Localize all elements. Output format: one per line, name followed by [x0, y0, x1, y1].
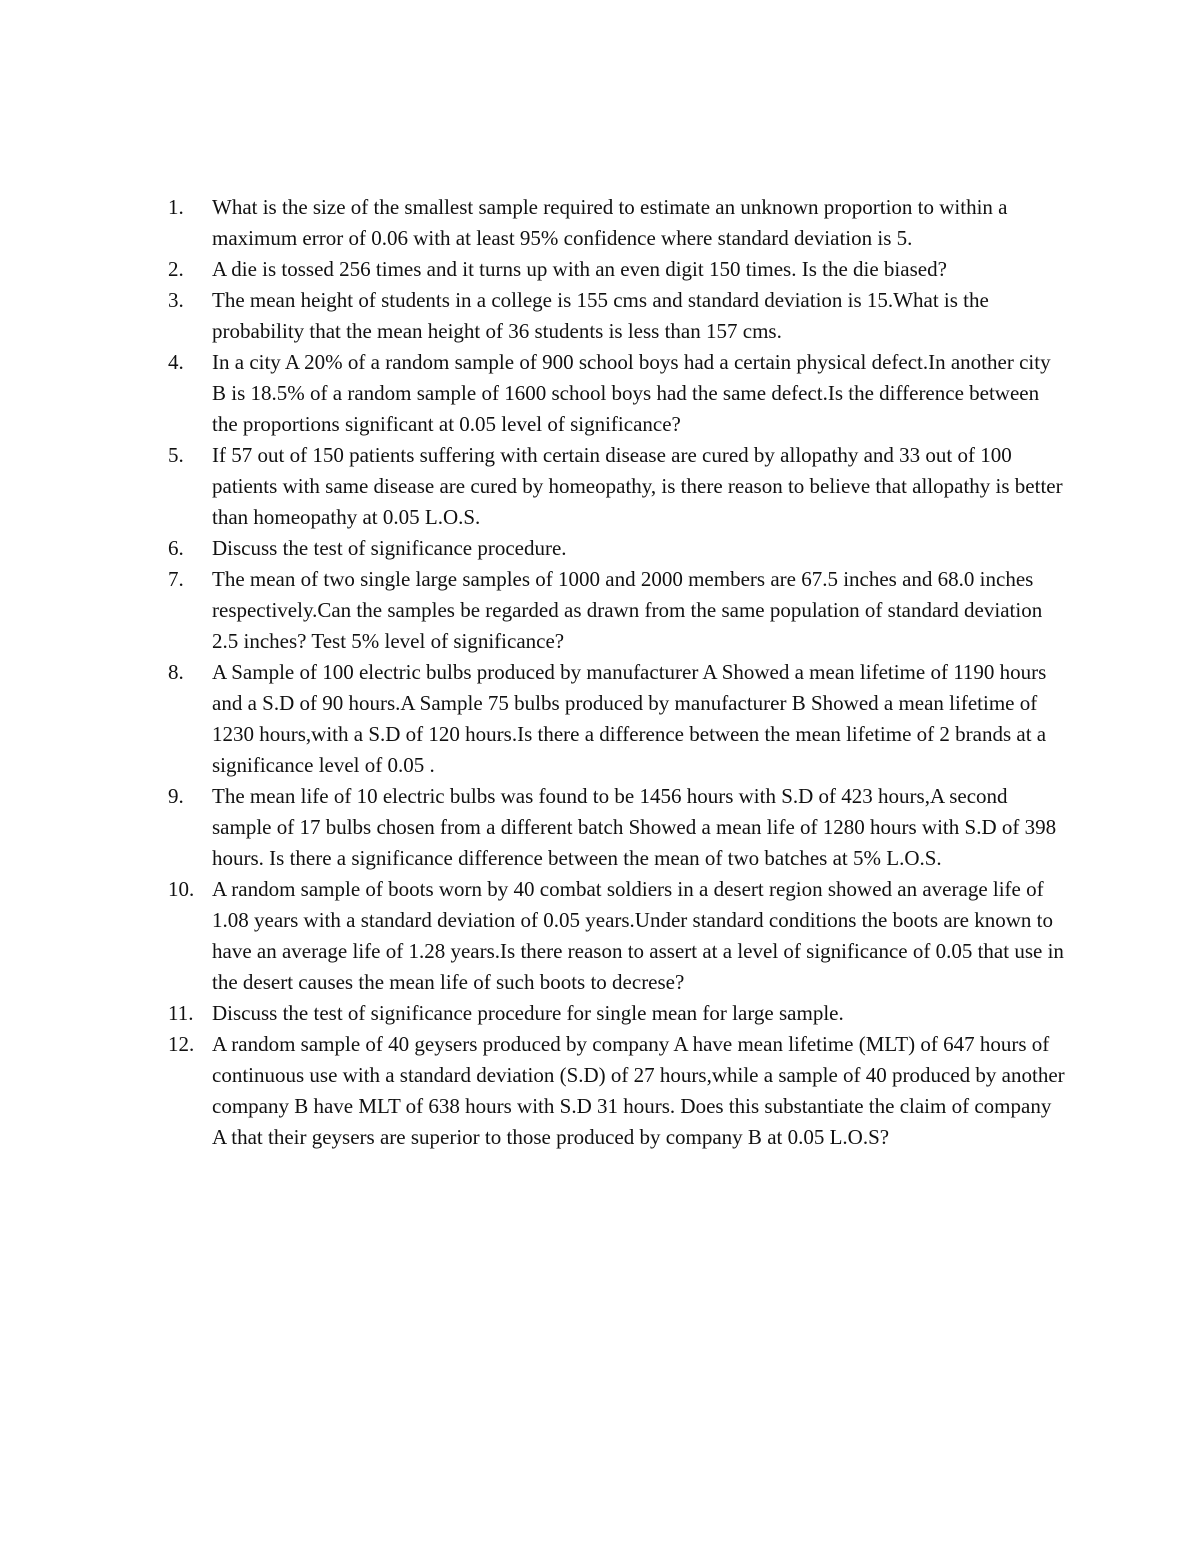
question-number: 1. [168, 195, 184, 219]
question-text: The mean height of students in a college is 155 cms and standard deviation is 15.What is the probability that the mean height of 36 students is less than 157 cms. [212, 288, 989, 343]
question-text: The mean life of 10 electric bulbs was found to be 1456 hours with S.D of 423 hours,A second sample of 17 bulbs chosen from a different batch Showed a mean life of 1280 hours with S.D of 398 hours. Is there a significance difference between the mean of two batches at 5% L.O.S. [212, 784, 1057, 870]
question-item-8 [168, 657, 1068, 781]
question-item-1 [168, 192, 1068, 254]
question-number: 2. [168, 257, 184, 281]
question-item-4 [168, 347, 1068, 440]
question-number: 11. [168, 1001, 194, 1025]
question-number: 8. [168, 660, 184, 684]
question-item-7 [168, 564, 1068, 657]
question-text: A Sample of 100 electric bulbs produced by manufacturer A Showed a mean lifetime of 1190 hours and a S.D of 90 hours.A Sample 75 bulbs produced by manufacturer B Showed a mean lifetime of 1230 hours,with a S.D of 120 hours.Is there a difference between the mean lifetime of 2 brands at a significance level of 0.05 . [212, 660, 1047, 777]
question-text: Discuss the test of significance procedure. [212, 536, 567, 560]
question-item-2 [168, 254, 1068, 285]
question-item-12 [168, 1029, 1068, 1153]
question-item-9 [168, 781, 1068, 874]
question-item-6 [168, 533, 1068, 564]
question-text: In a city A 20% of a random sample of 900 school boys had a certain physical defect.In another city B is 18.5% of a random sample of 1600 school boys had the same defect.Is the difference between the proportions significant at 0.05 level of significance? [212, 350, 1051, 436]
question-text: A random sample of boots worn by 40 combat soldiers in a desert region showed an average life of 1.08 years with a standard deviation of 0.05 years.Under standard conditions the boots are known to have an average life of 1.28 years.Is there reason to assert at a level of significance of 0.05 that use in the desert causes the mean life of such boots to decrese? [212, 877, 1064, 994]
question-number: 10. [168, 877, 195, 901]
question-text: Discuss the test of significance procedure for single mean for large sample. [212, 1001, 844, 1025]
question-number: 12. [168, 1032, 195, 1056]
question-text: If 57 out of 150 patients suffering with certain disease are cured by allopathy and 33 out of 100 patients with same disease are cured by homeopathy, is there reason to believe that allopathy is better than homeopathy at 0.05 L.O.S. [212, 443, 1063, 529]
question-number: 7. [168, 567, 184, 591]
question-number: 5. [168, 443, 184, 467]
question-number: 6. [168, 536, 184, 560]
question-text: What is the size of the smallest sample required to estimate an unknown proportion to within a maximum error of 0.06 with at least 95% confidence where standard deviation is 5. [212, 195, 1008, 250]
question-item-11 [168, 998, 1068, 1029]
question-item-3 [168, 285, 1068, 347]
question-text: The mean of two single large samples of 1000 and 2000 members are 67.5 inches and 68.0 inches respectively.Can the samples be regarded as drawn from the same population of standard deviation 2.5 inches? Test 5% level of significance? [212, 567, 1043, 653]
question-text: A die is tossed 256 times and it turns up with an even digit 150 times. Is the die biased? [212, 257, 947, 281]
question-item-5 [168, 440, 1068, 533]
question-item-10 [168, 874, 1068, 998]
question-list [168, 192, 1068, 1153]
question-number: 3. [168, 288, 184, 312]
question-number: 4. [168, 350, 184, 374]
question-text: A random sample of 40 geysers produced by company A have mean lifetime (MLT) of 647 hours of continuous use with a standard deviation (S.D) of 27 hours,while a sample of 40 produced by another company B have MLT of 638 hours with S.D 31 hours. Does this substantiate the claim of company A that their geysers are superior to those produced by company B at 0.05 L.O.S? [212, 1032, 1065, 1149]
question-number: 9. [168, 784, 184, 808]
